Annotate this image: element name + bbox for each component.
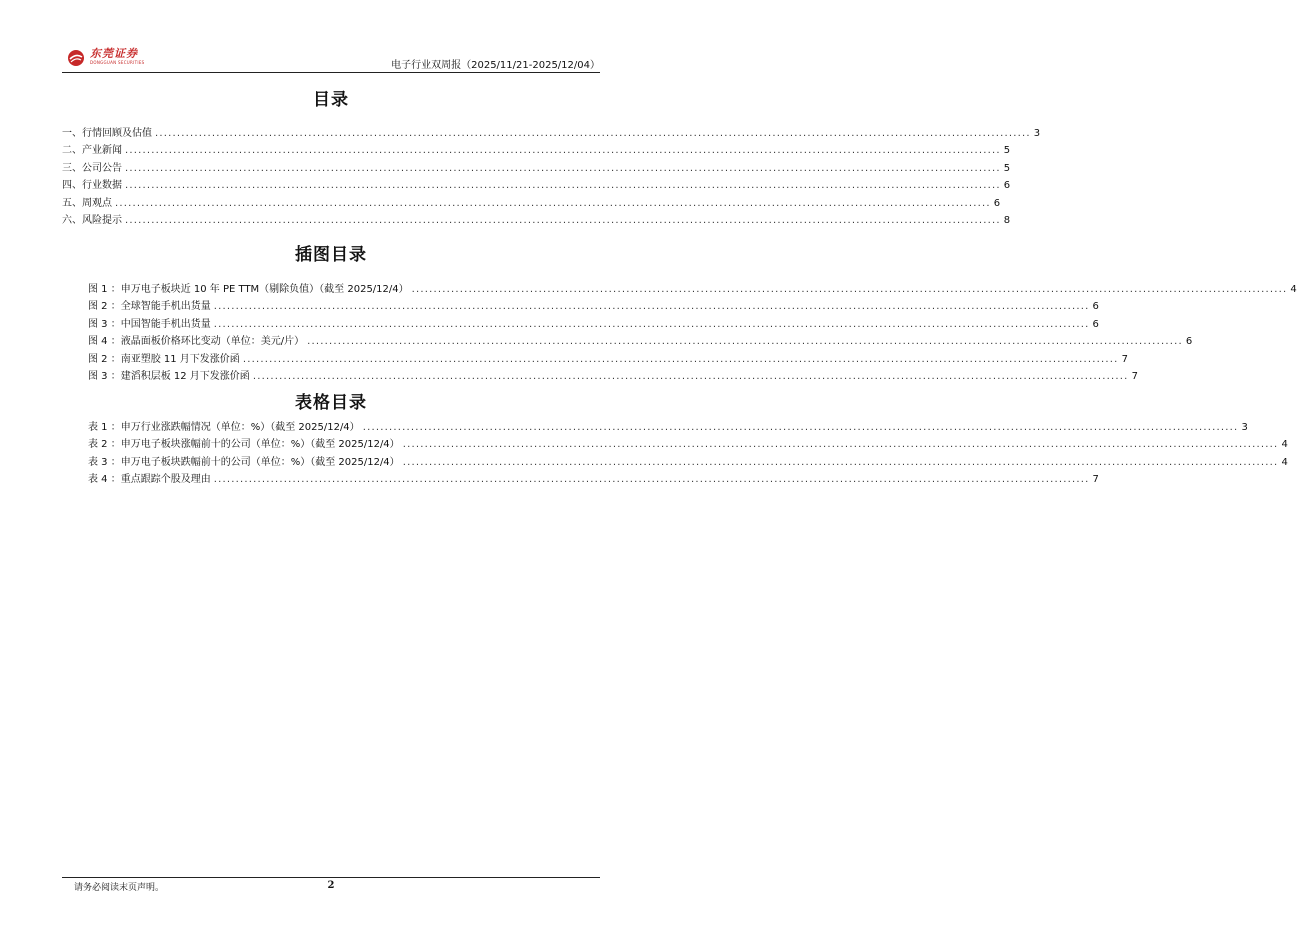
toc-entry[interactable]: [62, 214, 1011, 228]
page-header: [62, 48, 600, 73]
dot-leader: ........................................................................................................................................................................................................: [125, 145, 1001, 157]
figure-entry-page: 4: [1290, 284, 1297, 295]
toc-entry-page: 8: [1003, 215, 1011, 226]
figure-entry-label: 图 4 ：液晶面板价格环比变动（单位：美元/片）: [88, 336, 305, 348]
figure-entry-page: 6: [1092, 318, 1099, 330]
figure-entry-label: 图 2 ：南亚塑胶 11 月下发涨价函: [88, 353, 240, 365]
report-title: 电子行业双周报（2025/11/21-2025/12/04）: [391, 60, 600, 71]
toc-title: 目录: [313, 90, 349, 110]
dot-leader: ........................................................................................................................................................................................................: [362, 422, 1239, 433]
logo-name-cn: 东莞证券: [90, 47, 138, 60]
logo-mark-icon: [66, 48, 86, 68]
dot-leader: ........................................................................................................................................................................................................: [213, 474, 1090, 486]
dot-leader: ........................................................................................................................................................................................................: [125, 215, 1001, 226]
toc-entry-page: 5: [1003, 145, 1011, 157]
footer-divider: [62, 877, 600, 878]
figure-entry-page: 6: [1185, 336, 1193, 348]
table-entry[interactable]: [88, 473, 1099, 487]
table-entry-page: 7: [1092, 474, 1099, 486]
table-entry-page: 3: [1241, 422, 1248, 433]
figure-entry-label: 图 3 ：中国智能手机出货量: [88, 318, 211, 330]
dot-leader: ........................................................................................................................................................................................................: [213, 318, 1090, 330]
dot-leader: ........................................................................................................................................................................................................: [307, 336, 1183, 348]
figure-entry-label: 图 3 ：建滔积层板 12 月下发涨价函: [88, 371, 250, 382]
table-entry[interactable]: [88, 421, 1248, 435]
table-entry[interactable]: [88, 438, 1288, 452]
dot-leader: ........................................................................................................................................................................................................: [155, 128, 1031, 139]
toc-entry[interactable]: [62, 197, 1001, 211]
page-number: 2: [327, 880, 335, 891]
dot-leader: ........................................................................................................................................................................................................: [242, 353, 1119, 365]
dot-leader: ........................................................................................................................................................................................................: [411, 284, 1288, 295]
toc-entry[interactable]: [62, 179, 1011, 193]
toc-entry-label: 四、行业数据: [62, 180, 122, 192]
figure-entry-page: 7: [1121, 353, 1128, 365]
toc-entry-page: 5: [1003, 162, 1011, 174]
figure-entry-page: 6: [1092, 301, 1099, 313]
toc-entry-page: 6: [993, 197, 1001, 209]
table-entry-label: 表 2 ：申万电子板块涨幅前十的公司（单位：%）（截至 2025/12/4）: [88, 439, 400, 451]
toc-entry-label: 六、风险提示: [62, 215, 122, 226]
dot-leader: ........................................................................................................................................................................................................: [125, 180, 1001, 192]
figure-entry[interactable]: [88, 283, 1297, 297]
figures-title: 插图目录: [295, 245, 367, 265]
tables-title: 表格目录: [295, 393, 367, 413]
dot-leader: ........................................................................................................................................................................................................: [115, 197, 991, 209]
figure-entry[interactable]: [88, 353, 1128, 367]
dot-leader: ........................................................................................................................................................................................................: [402, 456, 1279, 468]
toc-entry[interactable]: [62, 127, 1041, 141]
toc-entry[interactable]: [62, 144, 1011, 158]
figure-entry-label: 图 1 ：申万电子板块近 10 年 PE TTM（剔除负值）（截至 2025/12/4）: [88, 284, 409, 295]
table-entry-label: 表 1 ：申万行业涨跌幅情况（单位：%）（截至 2025/12/4）: [88, 422, 360, 433]
company-logo: [66, 48, 144, 70]
toc-entry-page: 6: [1003, 180, 1011, 192]
figure-entry[interactable]: [88, 300, 1099, 314]
logo-name-en: DONGGUAN SECURITIES: [90, 60, 145, 65]
toc-entry-label: 三、公司公告: [62, 162, 122, 174]
disclaimer-note: 请务必阅读末页声明。: [74, 883, 165, 893]
table-entry-label: 表 4 ：重点跟踪个股及理由: [88, 474, 211, 486]
figure-entry-label: 图 2 ：全球智能手机出货量: [88, 301, 211, 313]
table-entry-page: 4: [1281, 456, 1288, 468]
toc-entry-page: 3: [1033, 128, 1041, 139]
dot-leader: ........................................................................................................................................................................................................: [213, 301, 1090, 313]
dot-leader: ........................................................................................................................................................................................................: [402, 439, 1279, 451]
figure-entry[interactable]: [88, 335, 1193, 349]
toc-entry-label: 二、产业新闻: [62, 145, 122, 157]
dot-leader: ........................................................................................................................................................................................................: [125, 162, 1001, 174]
figure-entry[interactable]: [88, 318, 1099, 332]
figure-entry[interactable]: [88, 370, 1138, 384]
table-entry[interactable]: [88, 456, 1288, 470]
toc-entry-label: 一、行情回顾及估值: [62, 128, 152, 139]
toc-entry[interactable]: [62, 162, 1011, 176]
table-entry-label: 表 3 ：申万电子板块跌幅前十的公司（单位：%）（截至 2025/12/4）: [88, 456, 400, 468]
dot-leader: ........................................................................................................................................................................................................: [252, 371, 1129, 382]
table-entry-page: 4: [1281, 439, 1288, 451]
toc-entry-label: 五、周观点: [62, 197, 112, 209]
figure-entry-page: 7: [1131, 371, 1138, 382]
